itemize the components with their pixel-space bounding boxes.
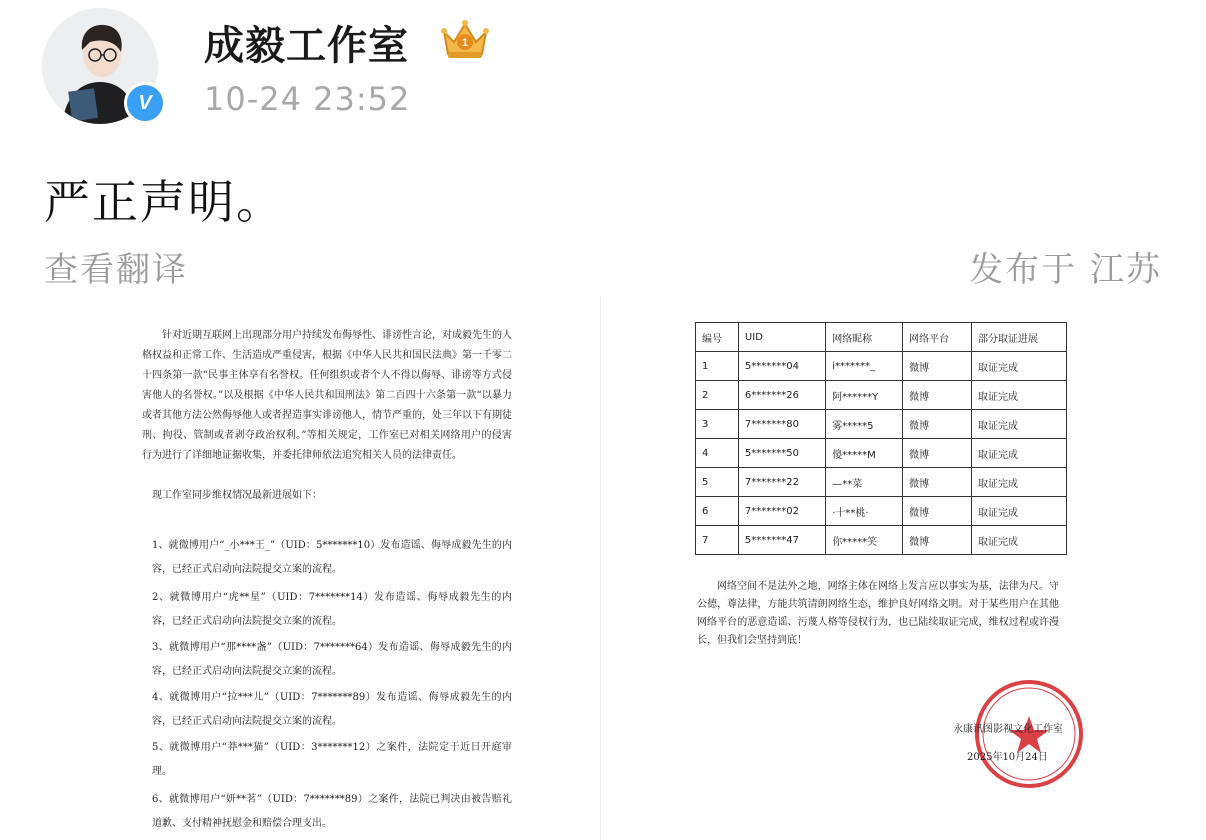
table-cell: 6: [696, 497, 739, 526]
post-location: 发布于 江苏: [969, 250, 1162, 290]
table-header-cell: 网络昵称: [826, 323, 903, 352]
table-cell: 微博: [903, 526, 972, 555]
table-cell: 7*******22: [738, 468, 825, 497]
table-cell: 7: [696, 526, 739, 555]
table-cell: 取证完成: [972, 439, 1067, 468]
table-row: [696, 410, 1067, 439]
table-row: [696, 497, 1067, 526]
crown-badge-icon: [438, 16, 492, 62]
table-header-cell: 编号: [696, 323, 739, 352]
statement-image-left[interactable]: [80, 296, 598, 840]
table-cell: —**菜: [826, 468, 903, 497]
signature-date: 2025年10月24日: [967, 752, 1048, 763]
table-cell: 5*******47: [738, 526, 825, 555]
verified-badge-icon: V: [124, 82, 166, 124]
post-text: 严正声明。: [44, 175, 284, 229]
table-cell: 7*******80: [738, 410, 825, 439]
table-header-cell: 部分取证进展: [972, 323, 1067, 352]
table-cell: 2: [696, 381, 739, 410]
table-header-cell: 网络平台: [903, 323, 972, 352]
table-cell: 1: [696, 352, 739, 381]
table-cell: 阿******Y: [826, 381, 903, 410]
evidence-table: [695, 322, 1067, 555]
case-item: 1、就微博用户“_小***王_”（UID：5*******10）发布造谣、侮辱成毅先生的内容，已经正式启动向法院提交立案的流程。: [152, 540, 512, 575]
table-cell: 微博: [903, 439, 972, 468]
case-item: 6、就微博用户“妍**茗”（UID：7*******89）之案件，法院已判决由被告赔礼道歉、支付精神抚慰金和赔偿合理支出。: [152, 794, 512, 829]
table-cell: 4: [696, 439, 739, 468]
table-cell: 取证完成: [972, 381, 1067, 410]
case-item: 3、就微博用户“那****盏”（UID：7*******64）发布造谣、侮辱成毅先生的内容，已经正式启动向法院提交立案的流程。: [152, 642, 512, 677]
table-cell: 5*******04: [738, 352, 825, 381]
table-cell: 傻*****M: [826, 439, 903, 468]
table-cell: 7*******02: [738, 497, 825, 526]
table-cell: 微博: [903, 410, 972, 439]
table-row: [696, 352, 1067, 381]
avatar-container[interactable]: [42, 8, 164, 124]
statement-intro-paragraph: 针对近期互联网上出现部分用户持续发布侮辱性、诽谤性言论，对成毅先生的人格权益和正常工作、生活造成严重侵害，根据《中华人民共和国民法典》第一千零二十四条第一款“民事主体享有名誉权。任何组织或者个人不得以侮辱、诽谤等方式侵害他人的名誉权。”以及根据《中华人民共和国刑法》第二百四十六条第一款“以暴力或者其他方法公然侮辱他人或者捏造事实诽谤他人，情节严重的，处三年以下有期徒刑、拘役、管制或者剥夺政治权利。”等相关规定，工作室已对相关网络用户的侵害行为进行了详细地证据收集，并委托律师依法追究相关人员的法律责任。: [142, 330, 512, 461]
table-cell: 微博: [903, 381, 972, 410]
table-cell: 微博: [903, 468, 972, 497]
table-row: [696, 381, 1067, 410]
table-cell: i*******_: [826, 352, 903, 381]
table-row: [696, 439, 1067, 468]
table-row: [696, 526, 1067, 555]
table-cell: 5*******50: [738, 439, 825, 468]
post-timestamp: 10-24 23:52: [204, 80, 411, 118]
table-cell: 取证完成: [972, 410, 1067, 439]
translate-link[interactable]: 查看翻译: [44, 250, 188, 290]
table-cell: 6*******26: [738, 381, 825, 410]
table-cell: 你*****笑: [826, 526, 903, 555]
table-cell: 微博: [903, 497, 972, 526]
table-cell: 取证完成: [972, 352, 1067, 381]
table-header-row: [696, 323, 1067, 352]
closing-paragraph: 网络空间不是法外之地，网络主体在网络上发言应以事实为基，法律为尺。守公德，尊法律，方能共筑清朗网络生态，维护良好网络文明。对于某些用户在其他网络平台的恶意造谣、污蔑人格等侵权行为，也已陆续取证完成，维权过程或许漫长，但我们会坚持到底！: [697, 581, 1059, 646]
statement-image-right[interactable]: [600, 296, 1167, 840]
table-cell: 微博: [903, 352, 972, 381]
table-cell: 取证完成: [972, 526, 1067, 555]
table-cell: 取证完成: [972, 468, 1067, 497]
progress-title: 现工作室同步维权情况最新进展如下：: [152, 490, 322, 501]
table-cell: 5: [696, 468, 739, 497]
table-cell: 雾*****5: [826, 410, 903, 439]
table-cell: 取证完成: [972, 497, 1067, 526]
case-item: 5、就微博用户“莽***猫”（UID：3*******12）之案件，法院定于近日开庭审理。: [152, 742, 512, 777]
table-cell: ·十**桃·: [826, 497, 903, 526]
image-fade-overlay: [498, 808, 558, 828]
crown-badge-number: 1: [461, 37, 469, 49]
table-row: [696, 468, 1067, 497]
username[interactable]: 成毅工作室: [204, 23, 409, 69]
table-cell: 3: [696, 410, 739, 439]
case-item: 2、就微博用户“虎**星”（UID：7*******14）发布造谣、侮辱成毅先生的内容，已经正式启动向法院提交立案的流程。: [152, 592, 512, 627]
table-header-cell: UID: [738, 323, 825, 352]
signer-name: 永康讯图影视文化工作室: [953, 724, 1063, 735]
case-item: 4、就微博用户“拉***儿”（UID：7*******89）发布造谣、侮辱成毅先生的内容，已经正式启动向法院提交立案的流程。: [152, 692, 512, 727]
